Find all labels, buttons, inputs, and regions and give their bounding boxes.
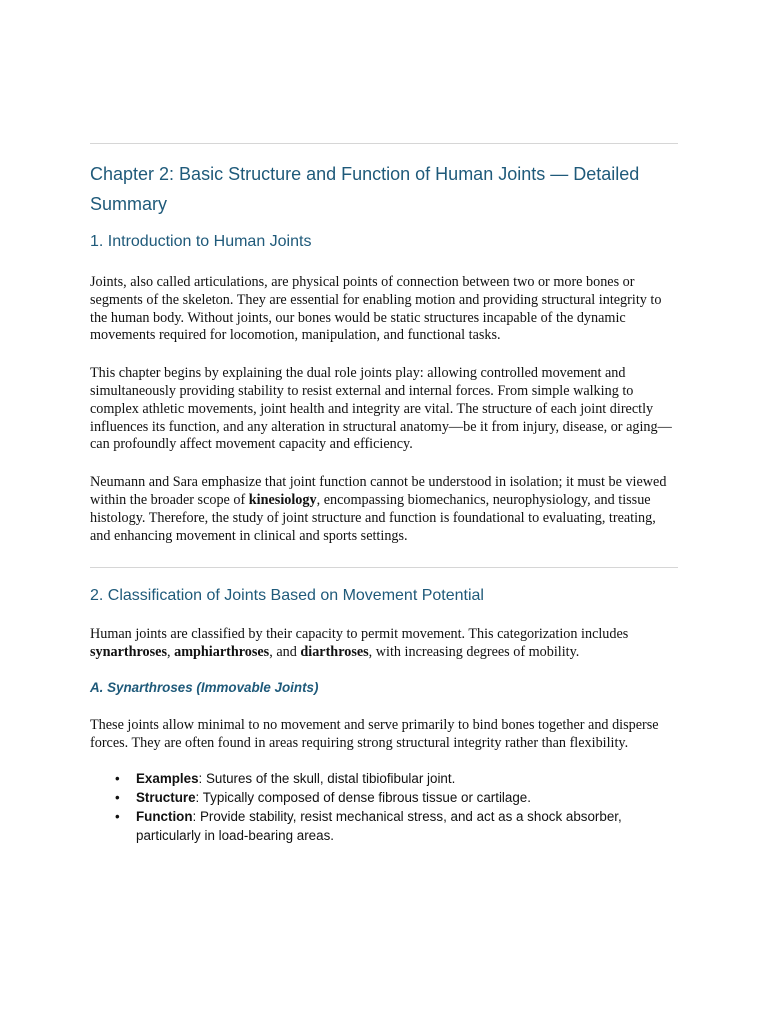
bullet-item-function [115, 807, 678, 845]
intro-text-after: , with increasing degrees of mobility. [368, 644, 580, 661]
bullet-label: Structure [136, 789, 196, 805]
classification-intro-paragraph [90, 626, 678, 662]
intro-separator-1: , [167, 644, 175, 661]
bullet-text: : Provide stability, resist mechanical stress, and act as a shock absorber, particularly in load-bearing areas. [136, 808, 622, 843]
intro-text-before: Human joints are classified by their capacity to permit movement. This categorization includes [90, 626, 629, 643]
section-2-title: 2. Classification of Joints Based on Movement Potential [90, 587, 484, 605]
synarthroses-bullet-list [90, 769, 678, 845]
intro-separator-2: , and [269, 644, 301, 661]
top-divider [90, 143, 678, 144]
section-divider [90, 567, 678, 568]
intro-paragraph-3 [90, 474, 678, 545]
bullet-item-examples [115, 769, 678, 788]
p3-text-after: , encompassing biomechanics, neurophysiology, and tissue histology. Therefore, the study of joint structure and function is foundational to evaluating, treating, and enhancing movement in clinical and sports settings. [90, 491, 656, 544]
p3-text-before: Neumann and Sara emphasize that joint function cannot be understood in isolation; it must be viewed within the broader scope of [90, 474, 667, 508]
bullet-text: : Sutures of the skull, distal tibiofibular joint. [198, 770, 456, 786]
synarthroses-paragraph: These joints allow minimal to no movement and serve primarily to bind bones together and disperse forces. They are often found in areas requiring strong structural integrity rather than flexibility. [90, 716, 659, 751]
bullet-text: : Typically composed of dense fibrous tissue or cartilage. [195, 789, 531, 805]
bullet-icon: • [115, 808, 120, 824]
subsection-a-title: A. Synarthroses (Immovable Joints) [90, 679, 319, 695]
bullet-label: Function [136, 808, 193, 824]
intro-paragraph-1: Joints, also called articulations, are physical points of connection between two or more bones or segments of the skeleton. They are essential for enabling motion and providing structural integrity to the human body. Without joints, our bones would be static structures incapable of the dynamic movements required for locomotion, manipulation, and functional tasks. [90, 274, 662, 344]
section-1-title: 1. Introduction to Human Joints [90, 233, 312, 250]
term-synarthroses: synarthroses [90, 644, 167, 661]
bullet-icon: • [115, 770, 120, 786]
intro-paragraph-2: This chapter begins by explaining the dual role joints play: allowing controlled movement and simultaneously providing stability to resist external and internal forces. From simple walking to complex athletic movements, joint health and integrity are vital. The structure of each joint directly influences its function, and any alteration in structural anatomy—be it from injury, disease, or aging—can profoundly affect movement capacity and efficiency. [90, 365, 672, 453]
bullet-item-structure [115, 788, 678, 807]
term-amphiarthroses: amphiarthroses [174, 644, 270, 661]
bullet-label: Examples [136, 770, 199, 786]
term-diarthroses: diarthroses [300, 644, 369, 661]
kinesiology-term: kinesiology [248, 491, 317, 508]
bullet-icon: • [115, 789, 120, 805]
chapter-title: Chapter 2: Basic Structure and Function of Human Joints — Detailed Summary [90, 164, 640, 214]
